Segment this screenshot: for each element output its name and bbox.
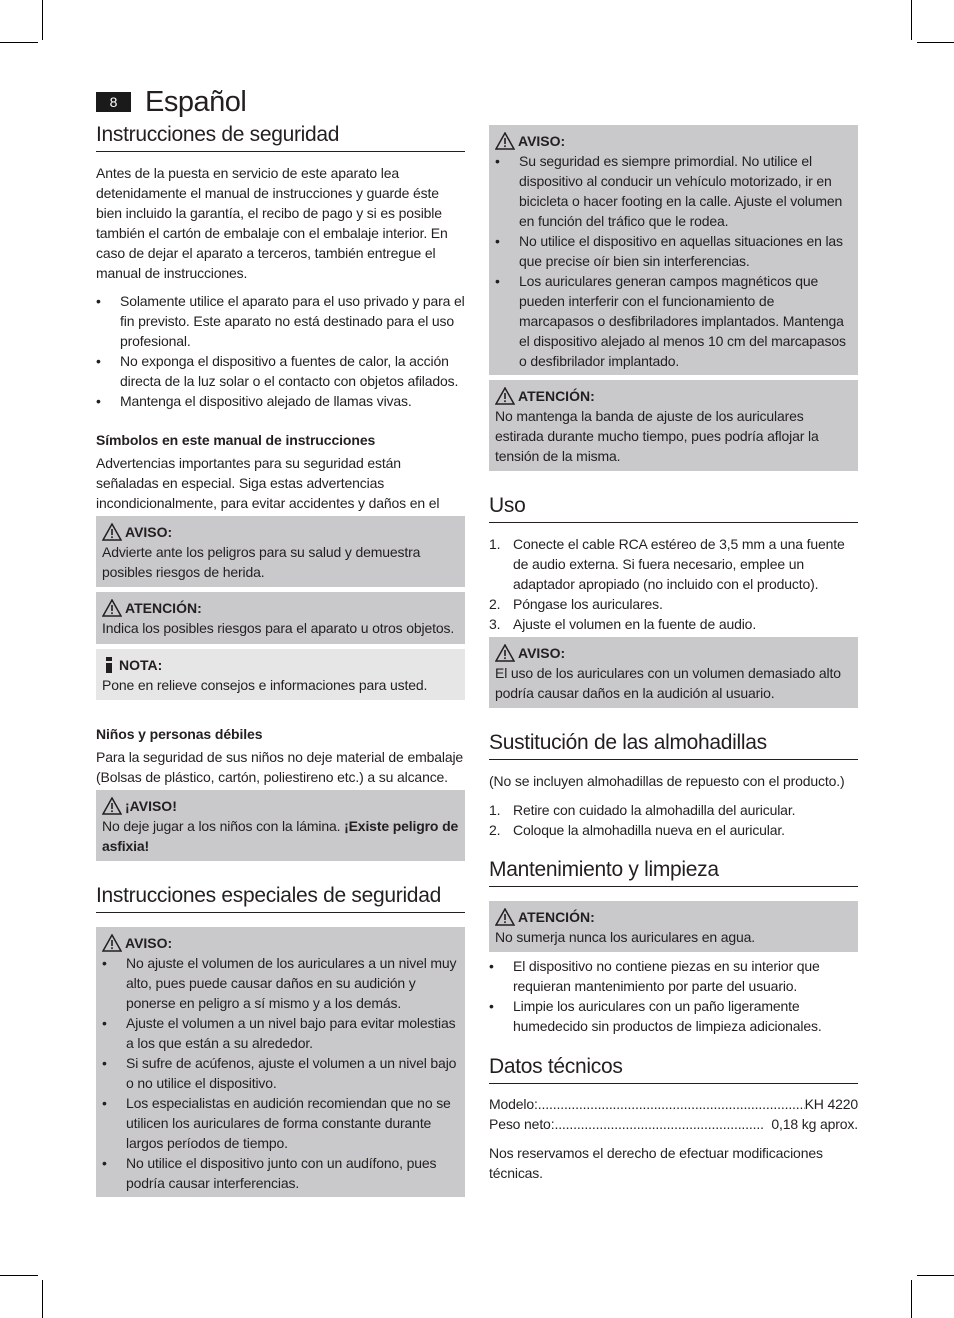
subheading-symbols: Símbolos en este manual de instrucciones [96,432,376,448]
spec-model-label: Modelo: [489,1096,538,1112]
list-item: • No ajuste el volumen de los auriculares a un nivel muy alto, pues puede causar daños en su audición y ponerse en peligro a sí mismo y a los demás. [102,953,459,1013]
aviso-box [96,516,465,587]
spec-weight-value: 0,18 kg aprox. [771,1116,858,1132]
warning-icon [495,908,515,926]
child-warning-title: ¡AVISO! [125,798,177,814]
step-number: 2. [489,822,501,838]
nota-text: Pone en relieve consejos e informaciones para usted. [102,677,428,693]
nota-box [96,649,465,700]
warning-icon [102,599,122,617]
crop-mark [911,1280,912,1318]
uso-aviso-box [489,637,858,708]
crop-mark [0,42,38,43]
specs-footer: Nos reservamos el derecho de efectuar modificaciones técnicas. [489,1145,823,1181]
crop-mark [917,42,954,43]
warning-icon [102,934,122,952]
atencion-top-box [489,380,858,471]
leader-dots [554,1114,765,1134]
list-item: • Su seguridad es siempre primordial. No utilice el dispositivo al conducir un vehículo motorizado, ir en bicicleta o hacer footing en la calle. Ajuste el volumen en función del tráfico que le rodea. [495,151,852,231]
step-number: 1. [489,536,501,552]
maintenance-atencion-title: ATENCIÓN: [518,909,595,925]
list-item: • No utilice el dispositivo junto con un audífono, pues podría causar interferencias. [102,1153,459,1193]
step-number: 3. [489,616,501,632]
crop-mark [917,1275,954,1276]
list-item: • No exponga el dispositivo a fuentes de calor, la acción directa de la luz solar o el contacto con objetos afilados. [96,351,465,391]
step-text: Retire con cuidado la almohadilla del auricular. [513,802,796,818]
list-item [489,534,858,594]
symbols-text: Advertencias importantes para su seguridad están señaladas en especial. Siga estas advertencias incondicionalmente, para evitar accidentes y daños en el [96,455,440,511]
uso-aviso-text: El uso de los auriculares con un volumen demasiado alto podría causar daños en la audición al usuario. [495,665,841,701]
list-item: • No utilice el dispositivo en aquellas situaciones en las que precise oír bien sin interferencias. [495,231,852,271]
child-warning-box [96,790,465,861]
section-heading-maintenance: Mantenimiento y limpieza [489,858,858,887]
pads-note: (No se incluyen almohadillas de repuesto con el producto.) [489,773,845,789]
maintenance-atencion-text: No sumerja nunca los auriculares en agua. [495,929,756,945]
warning-icon [495,644,515,662]
uso-aviso-title: AVISO: [518,645,566,661]
safety-intro: Antes de la puesta en servicio de este aparato lea detenidamente el manual de instrucciones y guarde éste bien incluido la garantía, el recibo de pago y si es posible también el cartón de embalaje con el embalaje interior. En caso de dejar el aparato a terceros, también entregue el manual de instrucciones. [96,165,448,281]
leader-dots [538,1094,805,1114]
atencion-top-text: No mantenga la banda de ajuste de los auriculares estirada durante mucho tiempo, pues podría aflojar la tensión de la misma. [495,408,819,464]
list-item: • Ajuste el volumen a un nivel bajo para evitar molestias a los que están a su alrededor. [102,1013,459,1053]
spec-model-value: KH 4220 [804,1096,858,1112]
maintenance-atencion-box [489,901,858,952]
step-text: Ajuste el volumen en la fuente de audio. [513,616,757,632]
spec-model-row [489,1094,858,1114]
step-text: Conecte el cable RCA estéreo de 3,5 mm a una fuente de audio externa. Si fuera necesario, emplee un adaptador apropiado (no incluido con el producto). [513,536,845,592]
crop-mark [42,1280,43,1318]
maintenance-bullets [489,956,858,1036]
aviso-text: Advierte ante los peligros para su salud y demuestra posibles riesgos de herida. [102,544,421,580]
list-item [489,594,858,614]
warning-icon [102,523,122,541]
list-item: • Solamente utilice el aparato para el uso privado y para el fin previsto. Este aparato no está destinado para el uso profesional. [96,291,465,351]
warning-icon [495,132,515,150]
list-item: • Los auriculares generan campos magnéticos que pueden interferir con el funcionamiento de marcapasos o desfibriladores implantados. Mantenga el dispositivo alejado al menos 10 cm del marcapasos o desfibrilador implantado. [495,271,852,371]
list-item: • Si sufre de acúfenos, ajuste el volumen a un nivel bajo o no utilice el dispositivo. [102,1053,459,1093]
step-text: Coloque la almohadilla nueva en el auricular. [513,822,785,838]
atencion-title: ATENCIÓN: [125,600,202,616]
child-warning-text: No deje jugar a los niños con la lámina. [102,818,345,834]
warning-icon [495,387,515,405]
aviso-title: AVISO: [125,524,173,540]
list-item [489,614,858,634]
safety-bullet-list [96,291,465,411]
crop-mark [42,0,43,40]
child-warning-body [102,816,459,856]
section-heading-pads: Sustitución de las almohadillas [489,731,858,760]
step-number: 1. [489,802,501,818]
atencion-box [96,592,465,644]
spec-weight-label: Peso neto: [489,1116,555,1132]
info-icon [102,656,116,674]
aviso-top-box [489,125,858,375]
list-item [489,820,858,840]
page-title: Español [145,86,247,118]
aviso-top-bullets [495,151,852,371]
warning-icon [102,797,122,815]
children-text: Para la seguridad de sus niños no deje material de embalaje (Bolsas de plástico, cartón, poliestireno etc.) a su alcance. [96,749,464,785]
uso-steps [489,534,858,634]
section-heading-safety: Instrucciones de seguridad [96,123,465,152]
list-item: • El dispositivo no contiene piezas en su interior que requieran mantenimiento por parte del usuario. [489,956,858,996]
list-item: • Los especialistas en audición recomiendan que no se utilicen los auriculares de forma constante durante largos períodos de tiempo. [102,1093,459,1153]
step-text: Póngase los auriculares. [513,596,663,612]
crop-mark [911,0,912,40]
list-item: • Limpie los auriculares con un paño ligeramente humedecido sin productos de limpieza adicionales. [489,996,858,1036]
special-bullet-list [102,953,459,1193]
list-item [489,800,858,820]
crop-mark [0,1275,38,1276]
step-number: 2. [489,596,501,612]
special-aviso-box [96,927,465,1197]
section-heading-special: Instrucciones especiales de seguridad [96,884,465,913]
special-aviso-title: AVISO: [125,935,173,951]
subheading-children: Niños y personas débiles [96,726,263,742]
pads-steps [489,800,858,840]
atencion-top-title: ATENCIÓN: [518,388,595,404]
spec-weight-row [489,1114,858,1134]
aviso-top-title: AVISO: [518,133,566,149]
child-warning-bold: ¡Existe peligro de asfixia! [102,818,459,854]
section-heading-uso: Uso [489,494,858,523]
section-heading-specs: Datos técnicos [489,1055,858,1084]
atencion-text: Indica los posibles riesgos para el aparato u otros objetos. [102,620,455,636]
page-number: 8 [96,92,131,112]
list-item: • Mantenga el dispositivo alejado de llamas vivas. [96,391,465,411]
nota-title: NOTA: [119,657,163,673]
